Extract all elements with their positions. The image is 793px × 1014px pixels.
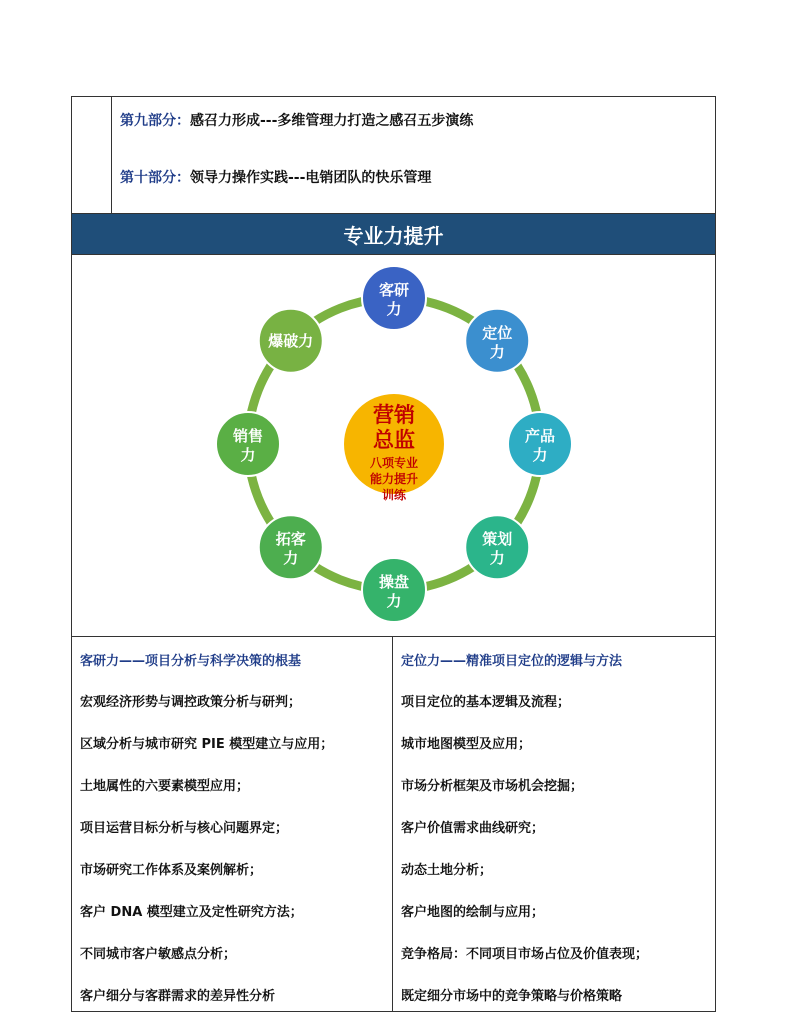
list-item: 不同城市客户敏感点分析； [80,947,237,962]
list-item: 客户地图的绘制与应用； [401,905,545,920]
skill-node-label: 策划 [482,530,513,549]
right-column [393,637,714,1012]
part-nine-line [120,110,473,130]
document-table [71,96,716,1012]
list-item: 项目运营目标分析与核心问题界定； [80,821,289,836]
center-title-line1: 营销 [373,403,415,427]
skill-node-label: 力 [532,446,548,464]
skill-node [465,309,529,373]
skill-node-label: 操盘 [378,573,410,591]
list-item: 动态土地分析； [401,863,493,878]
list-item: 客户 DNA 模型建立及定性研究方法； [80,905,303,920]
banner-title: 专业力提升 [343,223,444,248]
skills-detail-table [72,636,715,1011]
list-item: 客户价值需求曲线研究； [401,821,545,836]
center-sub-line3: 训练 [381,488,407,502]
center-sub-line2: 能力提升 [369,472,419,486]
skill-node-label: 拓客 [275,530,306,549]
skill-node-label: 销售 [232,427,264,445]
skill-node [216,412,280,476]
skill-node-label: 力 [283,549,299,568]
part-nine-label: 第九部分： [120,113,190,129]
list-item: 城市地图模型及应用； [401,737,532,752]
skill-node [259,309,323,373]
left-column [72,637,393,1012]
part-ten-text: 领导力操作实践---电销团队的快乐管理 [190,170,432,186]
skill-node-label: 爆破力 [268,331,314,350]
skill-node-label: 产品 [524,427,556,445]
left-gutter-cell [72,97,112,213]
list-item: 项目定位的基本逻辑及流程； [401,695,571,710]
left-column-heading: 客研力——项目分析与科学决策的根基 [80,654,302,669]
skills-diagram [72,255,715,636]
skill-node-label: 力 [489,342,505,361]
part-ten-label: 第十部分： [120,170,190,186]
skill-node [362,558,426,622]
list-item: 区域分析与城市研究 PIE 模型建立与应用； [80,737,334,752]
skill-node-label: 力 [240,446,256,464]
list-item: 土地属性的六要素模型应用； [80,779,250,794]
skill-node-label: 客研 [378,281,410,299]
parts-section [72,97,715,213]
part-ten-line [120,167,431,187]
center-title-line2: 总监 [373,428,415,452]
list-item: 宏观经济形势与调控政策分析与研判； [80,695,302,710]
list-item: 市场分析框架及市场机会挖掘； [401,779,584,794]
skill-node [259,515,323,579]
skill-node [465,515,529,579]
list-item: 客户细分与客群需求的差异性分析 [80,989,276,1004]
right-column-heading: 定位力——精准项目定位的逻辑与方法 [401,654,623,669]
section-banner [72,213,715,255]
skill-node-label: 定位 [482,323,513,342]
skill-node [508,412,572,476]
skill-node-label: 力 [489,549,505,568]
part-nine-text: 感召力形成---多维管理力打造之感召五步演练 [190,113,474,129]
list-item: 竞争格局：不同项目市场占位及价值表现； [401,947,649,962]
list-item: 市场研究工作体系及案例解析； [80,863,263,878]
skill-node [362,266,426,330]
list-item: 既定细分市场中的竞争策略与价格策略 [401,989,623,1004]
skill-node-label: 力 [386,592,402,610]
skill-node-label: 力 [386,300,402,318]
skills-diagram-svg [72,255,715,636]
center-sub-line1: 八项专业 [369,456,419,470]
